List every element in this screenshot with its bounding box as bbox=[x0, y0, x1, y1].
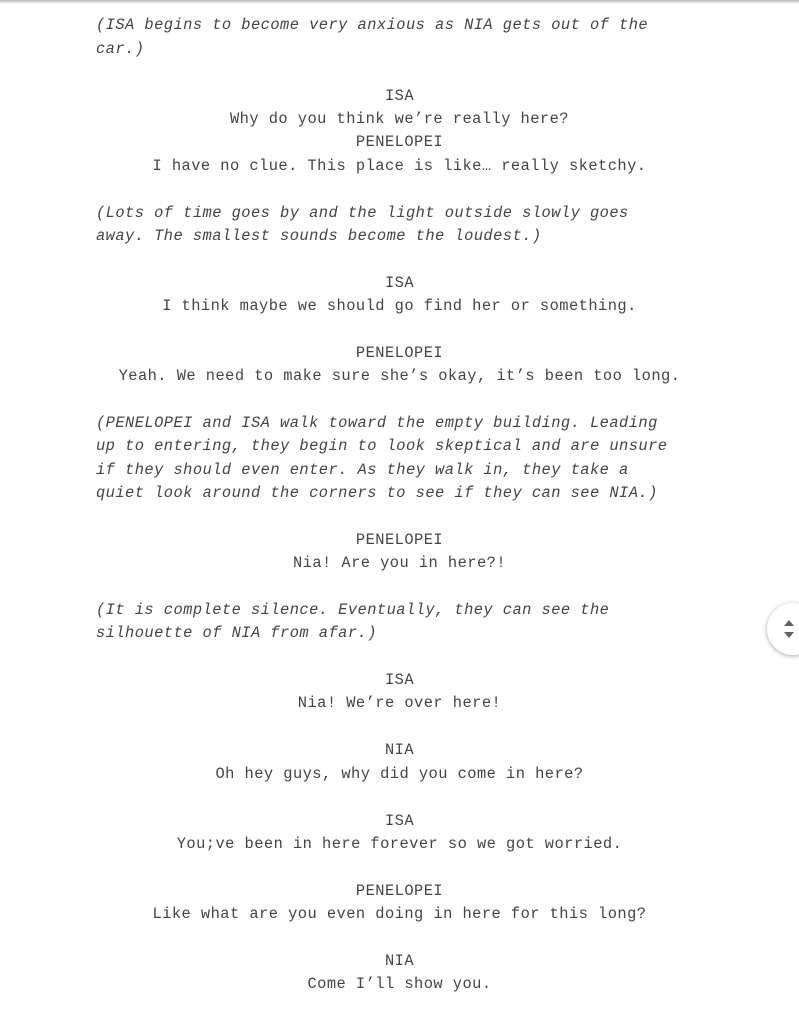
character-name: ISA bbox=[384, 812, 415, 830]
character-name: ISA bbox=[384, 671, 415, 689]
dialogue-line: I have no clue. This place is like… really sketchy. bbox=[152, 157, 647, 175]
up-down-arrows-icon bbox=[781, 618, 797, 640]
stage-direction-line: (It is complete silence. Eventually, they can see the bbox=[96, 601, 610, 619]
character-name: PENELOPEI bbox=[355, 531, 444, 549]
stage-direction-line: (Lots of time goes by and the light outside slowly goes bbox=[96, 204, 629, 222]
stage-direction-line: car.) bbox=[96, 40, 145, 58]
character-name: NIA bbox=[384, 741, 415, 759]
stage-direction-line: (ISA begins to become very anxious as NIA gets out of the bbox=[96, 16, 649, 34]
dialogue-line: Why do you think we’re really here? bbox=[229, 110, 569, 128]
stage-direction-line: up to entering, they begin to look skeptical and are unsure bbox=[96, 437, 668, 455]
character-name: PENELOPEI bbox=[355, 882, 444, 900]
dialogue-line: Nia! Are you in here?! bbox=[292, 554, 507, 572]
character-name: NIA bbox=[384, 952, 415, 970]
stage-direction-line: (PENELOPEI and ISA walk toward the empty building. Leading bbox=[96, 414, 658, 432]
character-name: ISA bbox=[384, 87, 415, 105]
dialogue-line: Yeah. We need to make sure she’s okay, it’s been too long. bbox=[118, 367, 681, 385]
top-edge-shadow bbox=[0, 0, 799, 4]
stage-direction-line: silhouette of NIA from afar.) bbox=[96, 624, 377, 642]
scroll-handle[interactable] bbox=[767, 603, 799, 655]
dialogue-line: You;ve been in here forever so we got worried. bbox=[176, 835, 623, 853]
stage-direction-line: quiet look around the corners to see if they can see NIA.) bbox=[96, 484, 658, 502]
character-name: PENELOPEI bbox=[355, 344, 444, 362]
dialogue-line: Like what are you even doing in here for this long? bbox=[152, 905, 647, 923]
dialogue-line: Come I’ll show you. bbox=[307, 975, 492, 993]
character-name: PENELOPEI bbox=[355, 133, 444, 151]
stage-direction-line: away. The smallest sounds become the loudest.) bbox=[96, 227, 542, 245]
dialogue-line: I think maybe we should go find her or something. bbox=[162, 297, 637, 315]
dialogue-line: Oh hey guys, why did you come in here? bbox=[215, 765, 584, 783]
dialogue-line: Nia! We’re over here! bbox=[297, 694, 502, 712]
character-name: ISA bbox=[384, 274, 415, 292]
stage-direction-line: if they should even enter. As they walk in, they take a bbox=[96, 461, 629, 479]
